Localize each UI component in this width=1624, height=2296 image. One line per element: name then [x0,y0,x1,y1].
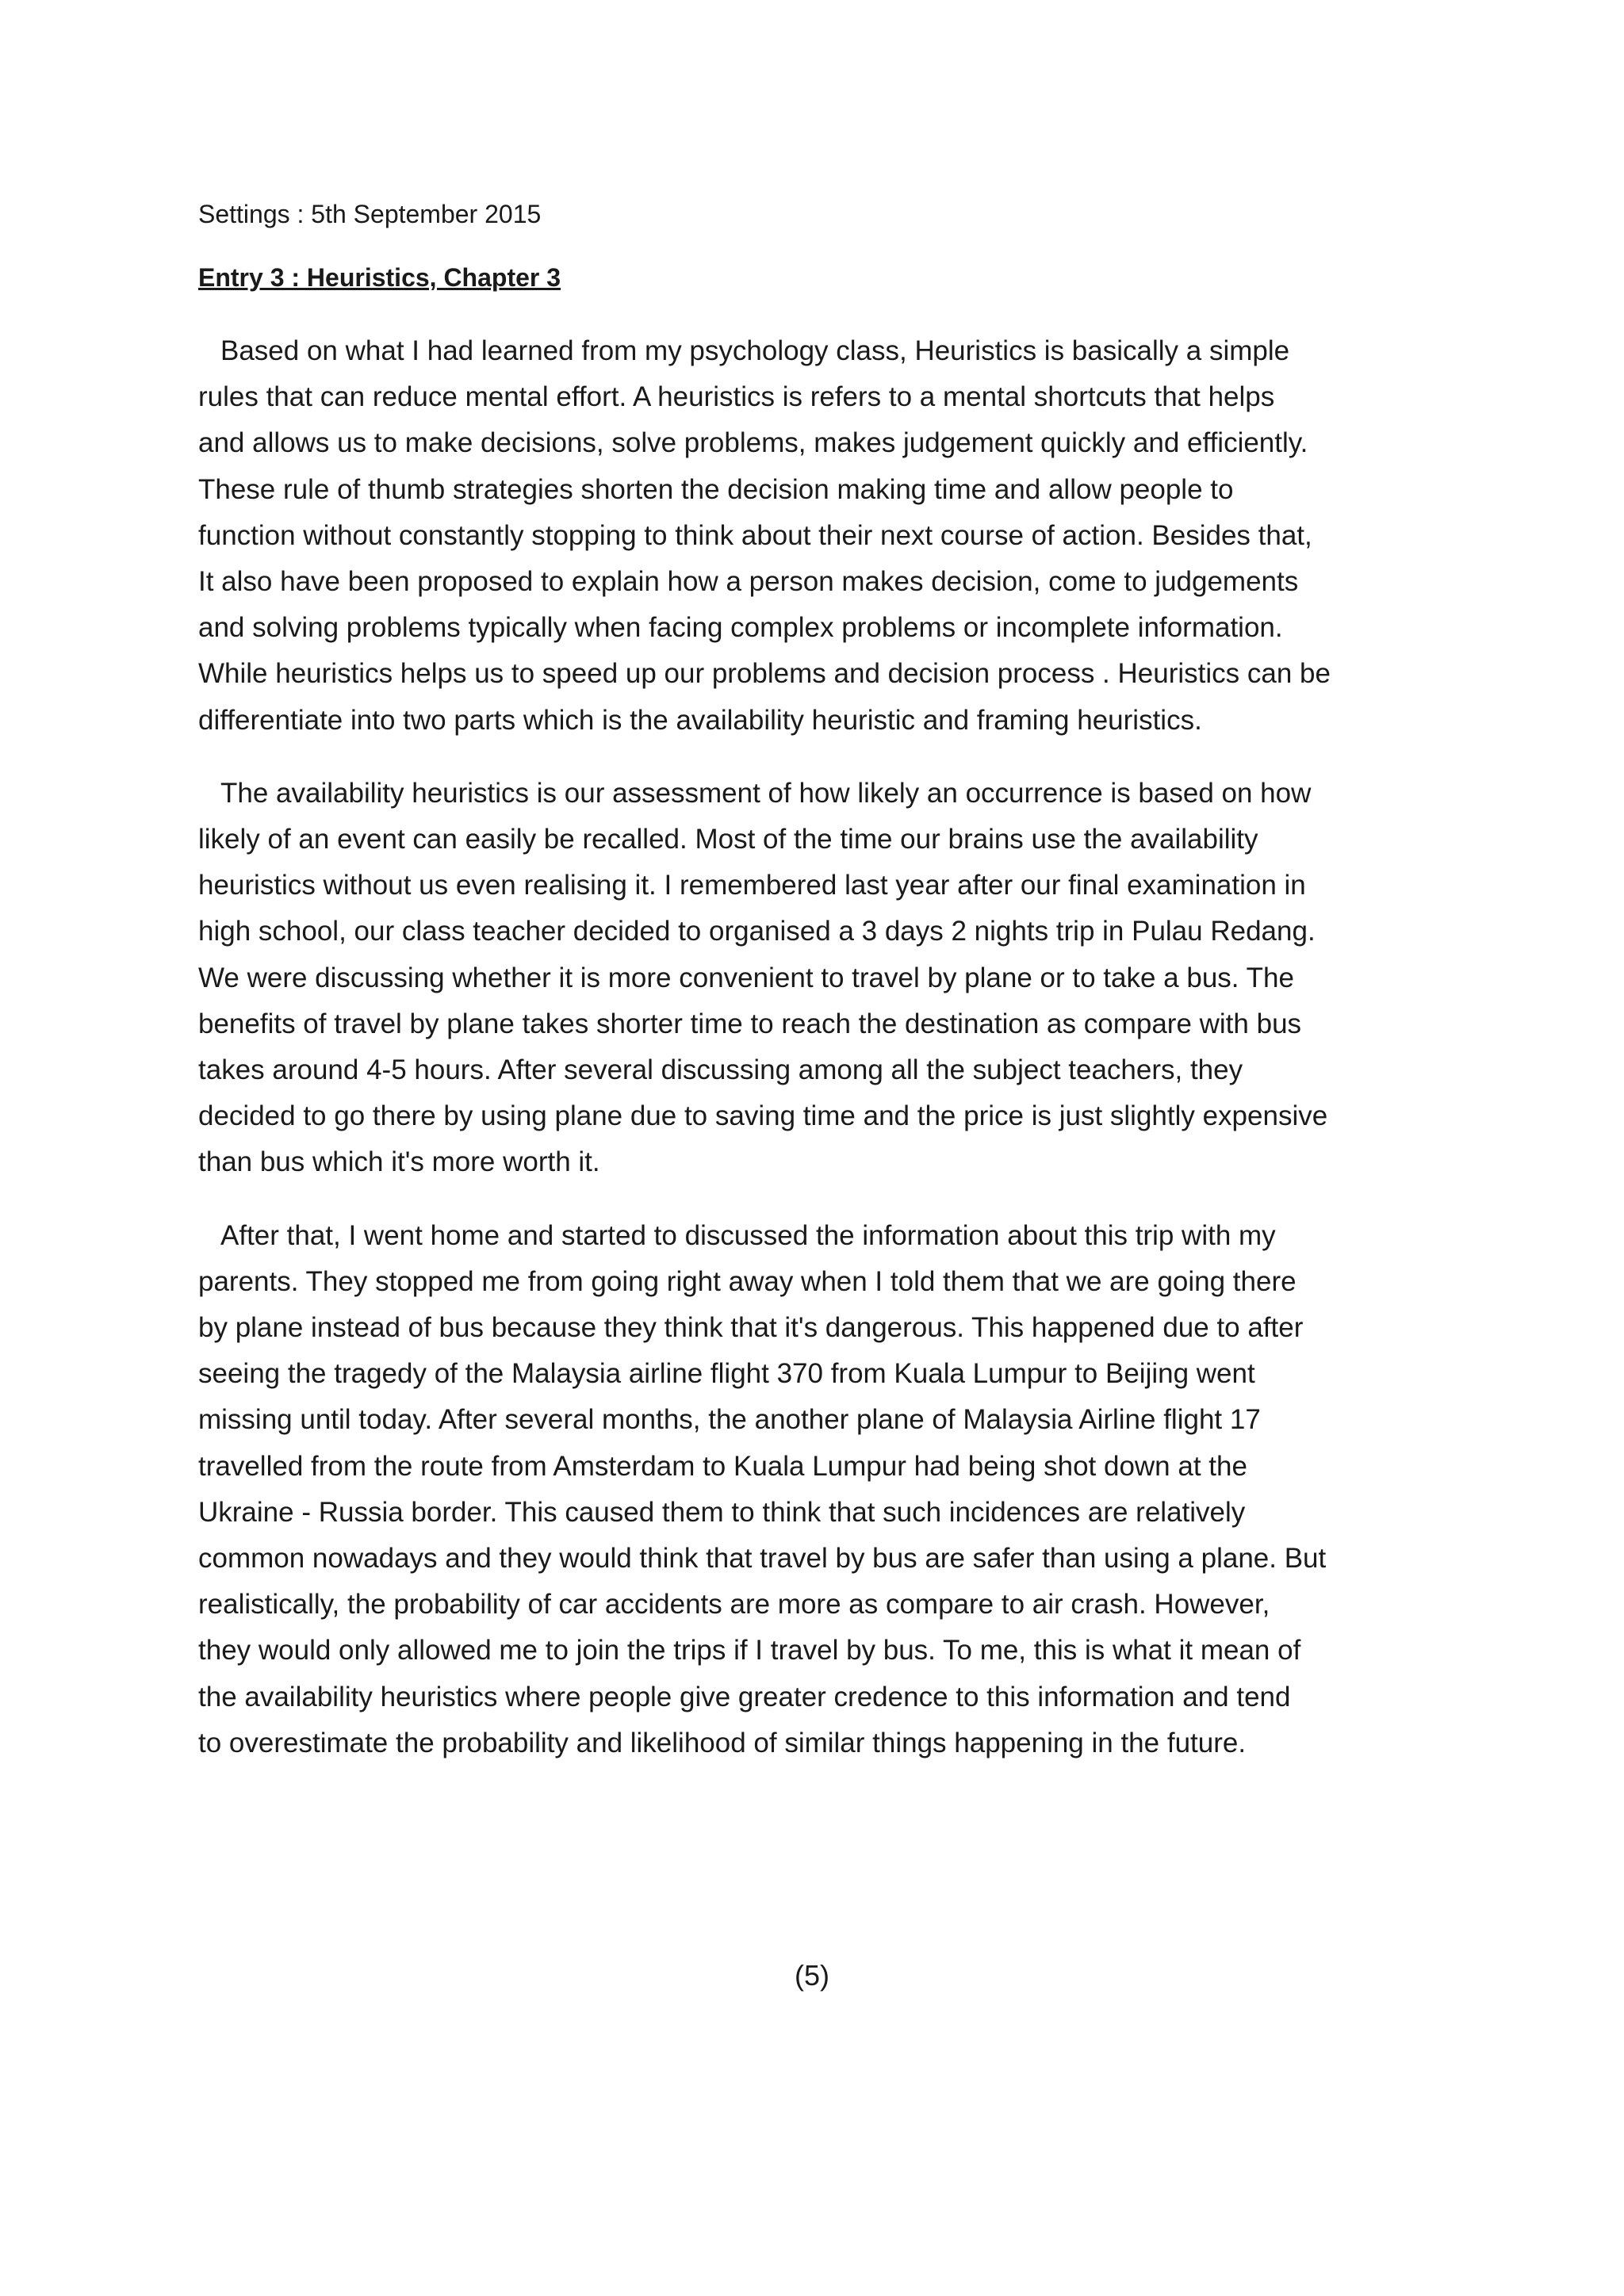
paragraph-line: and solving problems typically when facing complex problems or incomplete information. [198,612,1283,644]
paragraph-line: realistically, the probability of car accidents are more as compare to air crash. However, [198,1589,1270,1621]
paragraph-line: they would only allowed me to join the trips if I travel by bus. To me, this is what it mean of [198,1635,1301,1667]
paragraph-line: It also have been proposed to explain how a person makes decision, come to judgements [198,566,1299,598]
page-number: (5) [795,1959,829,1992]
paragraph-line: travelled from the route from Amsterdam to Kuala Lumpur had being shot down at the [198,1450,1247,1482]
paragraph-line: heuristics without us even realising it. I remembered last year after our final examination in [198,870,1306,901]
paragraph-line: by plane instead of bus because they think that it's dangerous. This happened due to after [198,1312,1304,1344]
paragraph-line: likely of an event can easily be recalled. Most of the time our brains use the availability [198,824,1258,855]
paragraph-line: and allows us to make decisions, solve problems, makes judgement quickly and efficiently. [198,427,1308,459]
paragraph-line: These rule of thumb strategies shorten the decision making time and allow people to [198,473,1234,505]
paragraph-line: takes around 4-5 hours. After several discussing among all the subject teachers, they [198,1054,1243,1086]
paragraph-line: function without constantly stopping to think about their next course of action. Besides that, [198,519,1312,551]
document-body [198,197,1451,1793]
paragraph-line: parents. They stopped me from going right away when I told them that we are going there [198,1265,1297,1297]
paragraph [198,1213,1451,1766]
paragraph-line: missing until today. After several months, the another plane of Malaysia Airline flight 17 [198,1404,1261,1436]
entry-title: Entry 3 : Heuristics, Chapter 3 [198,263,561,292]
paragraph-line: high school, our class teacher decided to organised a 3 days 2 nights trip in Pulau Redang. [198,916,1316,947]
paragraph-line: than bus which it's more worth it. [198,1146,600,1178]
paragraph-line: The availability heuristics is our assessment of how likely an occurrence is based on how [220,777,1312,809]
paragraph-line: rules that can reduce mental effort. A heuristics is refers to a mental shortcuts that helps [198,381,1275,413]
paragraph-line: Based on what I had learned from my psychology class, Heuristics is basically a simple [220,335,1290,366]
paragraph [198,328,1451,744]
settings-date-line: Settings : 5th September 2015 [198,200,542,228]
paragraph-line: benefits of travel by plane takes shorter time to reach the destination as compare with bus [198,1008,1302,1039]
paragraph-line: seeing the tragedy of the Malaysia airline flight 370 from Kuala Lumpur to Beijing went [198,1358,1255,1390]
paragraph-line: to overestimate the probability and likelihood of similar things happening in the future. [198,1727,1247,1758]
paragraph-line: After that, I went home and started to discussed the information about this trip with my [220,1219,1276,1251]
paragraph-line: common nowadays and they would think that travel by bus are safer than using a plane. But [198,1543,1327,1575]
paragraph-line: differentiate into two parts which is the availability heuristic and framing heuristics. [198,704,1202,736]
paragraph-line: the availability heuristics where people give greater credence to this information and tend [198,1681,1291,1712]
paragraph-line: While heuristics helps us to speed up our problems and decision process . Heuristics can be [198,658,1331,690]
paragraph [198,771,1451,1186]
paragraph-line: decided to go there by using plane due to saving time and the price is just slightly expensive [198,1100,1328,1132]
paragraph-line: Ukraine - Russia border. This caused them to think that such incidences are relatively [198,1496,1246,1528]
paragraph-line: We were discussing whether it is more convenient to travel by plane or to take a bus. The [198,962,1294,993]
paragraphs-container [198,328,1451,1766]
